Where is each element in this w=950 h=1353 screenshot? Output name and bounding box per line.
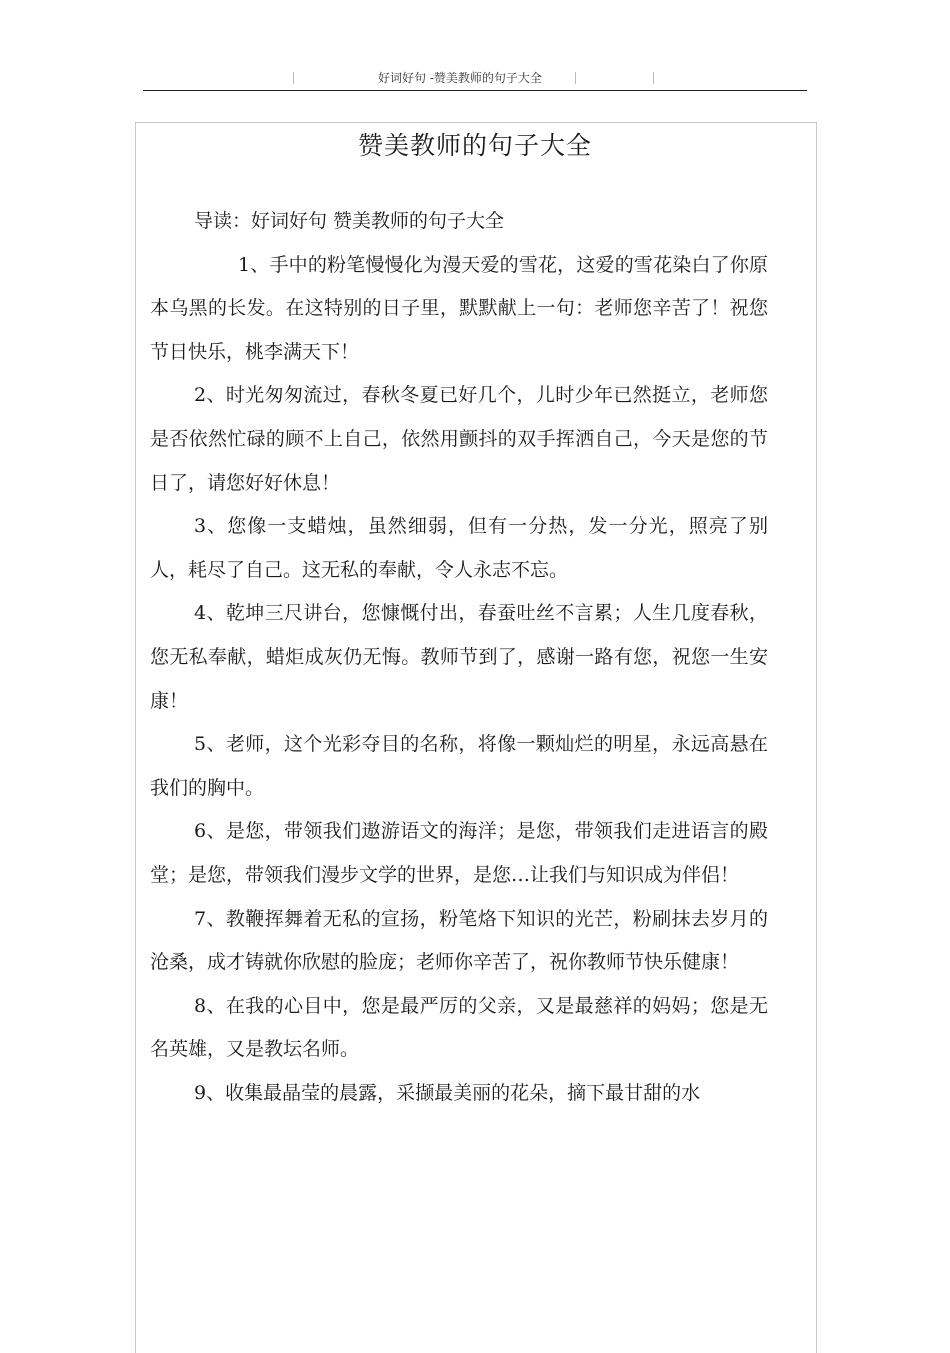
paragraph: 2、时光匆匆流过，春秋冬夏已好几个，儿时少年已然挺立，老师您是否依然忙碌的顾不上自己，依然用颤抖的双手挥洒自己，今天是您的节日了，请您好好休息！: [150, 384, 768, 494]
header-tick-mark: [653, 72, 654, 84]
paragraph: 1、手中的粉笔慢慢化为漫天爱的雪花，这爱的雪花染白了你原本乌黑的长发。在这特别的日子里，默默献上一句：老师您辛苦了！祝您节日快乐，桃李满天下！: [150, 253, 768, 363]
running-header-text: 好词好句 -赞美教师的句子大全: [378, 71, 542, 85]
paragraph: 5、老师，这个光彩夺目的名称，将像一颗灿烂的明星，永远高悬在我们的胸中。: [150, 733, 768, 799]
paragraph: 7、教鞭挥舞着无私的宣扬，粉笔烙下知识的光芒，粉刷抹去岁月的沧桑，成才铸就你欣慰的脸庞；老师你辛苦了，祝你教师节快乐健康！: [150, 907, 768, 974]
document-body: [150, 200, 768, 1115]
paragraph: 6、是您，带领我们遨游语文的海洋；是您，带领我们走进语言的殿堂；是您，带领我们漫步文学的世界，是您…让我们与知识成为伴侣！: [150, 820, 768, 886]
running-header: [143, 68, 807, 91]
paragraph: 4、乾坤三尺讲台，您慷慨付出，春蚕吐丝不言累；人生几度春秋，您无私奉献，蜡炬成灰仍无悔。教师节到了，感谢一路有您，祝您一生安康！: [150, 602, 768, 712]
intro-line: 导读：好词好句 赞美教师的句子大全: [194, 210, 505, 232]
paragraph: 3、您像一支蜡烛，虽然细弱，但有一分热，发一分光，照亮了别人，耗尽了自己。这无私的奉献，令人永志不忘。: [150, 515, 768, 581]
document-title: 赞美教师的句子大全: [357, 131, 592, 160]
header-tick-mark: [575, 72, 576, 84]
paragraph: 8、在我的心目中，您是最严厉的父亲，又是最慈祥的妈妈；您是无名英雄，又是教坛名师。: [150, 994, 768, 1061]
paragraph: 9、收集最晶莹的晨露，采撷最美丽的花朵，摘下最甘甜的水: [194, 1081, 701, 1104]
header-tick-mark: [293, 72, 294, 84]
